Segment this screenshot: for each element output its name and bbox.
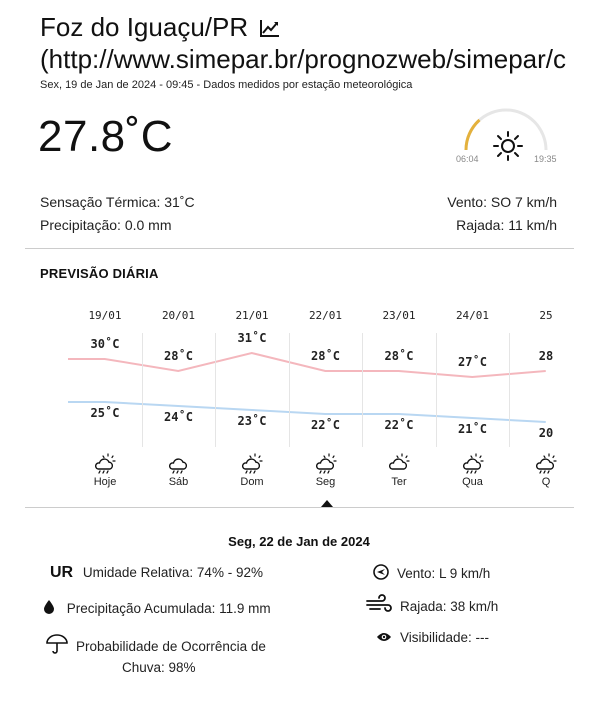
source-url[interactable]: (http://www.simepar.br/prognozweb/simepar/c — [40, 44, 566, 74]
forecast-date: 21/01 — [235, 309, 269, 322]
wind-gust-icon — [366, 596, 392, 614]
forecast-min-temp: 24˚C — [164, 410, 193, 424]
cloud-rain-icon — [142, 453, 216, 473]
forecast-day-name: Hoje — [93, 476, 117, 488]
forecast-max-temp: 31˚C — [237, 331, 267, 345]
current-wind: Vento: SO 7 km/h — [447, 194, 557, 210]
forecast-min-temp: 23˚C — [237, 414, 267, 428]
location-title — [40, 12, 281, 42]
detail-gust-value: Rajada: 38 km/h — [400, 599, 499, 614]
forecast-min-temp: 20 — [538, 426, 554, 440]
compass-icon — [373, 564, 389, 580]
location-name: Foz do Iguaçu/PR — [40, 12, 249, 42]
forecast-max-temp: 28˚C — [311, 349, 340, 363]
daily-forecast-strip[interactable] — [68, 300, 554, 500]
forecast-max-temp: 30˚C — [90, 337, 120, 351]
feels-like: Sensação Térmica: 31˚C — [40, 194, 195, 210]
column-divider — [215, 333, 216, 447]
forecast-day-name: Dom — [240, 476, 264, 488]
humidity-row — [50, 564, 263, 582]
sunset-time: 19:35 — [534, 154, 557, 164]
forecast-date: 24/01 — [455, 309, 490, 322]
selected-day-date: Seg, 22 de Jan de 2024 — [228, 534, 370, 549]
rain-sun-icon — [68, 453, 142, 473]
rain-sun-icon — [289, 453, 363, 473]
detail-gust-row — [366, 596, 498, 614]
umbrella-icon — [46, 634, 68, 654]
humidity-value: Umidade Relativa: 74% - 92% — [82, 565, 263, 580]
visibility-value: Visibilidade: --- — [400, 630, 490, 645]
forecast-date: 23/01 — [382, 309, 416, 322]
humidity-badge: UR — [50, 564, 74, 581]
forecast-date: 20/01 — [161, 309, 196, 322]
forecast-day-name: Sáb — [168, 476, 189, 488]
rain-sun-icon — [436, 453, 510, 473]
sun-icon — [492, 130, 524, 162]
visibility-row — [376, 630, 489, 645]
column-divider — [509, 333, 510, 447]
forecast-max-temp: 28˚C — [164, 349, 193, 363]
current-gust: Rajada: 11 km/h — [456, 217, 557, 233]
water-drop-icon — [43, 600, 55, 614]
forecast-max-temp: 27˚C — [458, 355, 487, 369]
column-divider — [362, 333, 363, 447]
forecast-min-temp: 22˚C — [384, 418, 414, 432]
precip-value: Precipitação Acumulada: 11.9 mm — [66, 601, 271, 616]
forecast-day-name: Seg — [315, 476, 336, 488]
column-divider — [436, 333, 437, 447]
forecast-min-temp: 25˚C — [90, 406, 120, 420]
partly-cloudy-icon — [362, 453, 436, 473]
rain-prob-line1: Probabilidade de Ocorrência de — [76, 639, 266, 654]
eye-icon — [376, 631, 392, 643]
rain-prob-line2: Chuva: 98% — [122, 660, 196, 675]
sun-progress-arc — [466, 120, 480, 150]
forecast-min-temp: 22˚C — [311, 418, 340, 432]
rain-sun-icon — [215, 453, 289, 473]
forecast-max-temp: 28 — [538, 349, 554, 363]
detail-wind-row — [373, 564, 490, 581]
forecast-date: 25 — [539, 309, 553, 322]
column-divider — [289, 333, 290, 447]
divider — [25, 507, 574, 508]
forecast-max-temp: 28˚C — [384, 349, 414, 363]
forecast-day-name: Qua — [462, 476, 483, 488]
forecast-date: 19/01 — [88, 309, 122, 322]
forecast-day-name: Q — [541, 476, 551, 488]
daily-forecast-heading: PREVISÃO DIÁRIA — [40, 266, 159, 281]
rain-sun-icon — [509, 453, 583, 473]
trend-chart-icon[interactable] — [259, 18, 281, 38]
current-precipitation: Precipitação: 0.0 mm — [40, 217, 172, 233]
precip-row — [43, 600, 271, 616]
sunrise-time: 06:04 — [456, 154, 479, 164]
selected-day-pointer — [321, 500, 333, 507]
measurement-subtitle: Sex, 19 de Jan de 2024 - 09:45 - Dados medidos por estação meteorológica — [40, 79, 413, 91]
detail-wind-value: Vento: L 9 km/h — [397, 566, 491, 581]
sun-gauge — [454, 104, 557, 168]
forecast-date: 22/01 — [308, 309, 343, 322]
current-temperature: 27.8˚C — [38, 112, 174, 161]
divider — [25, 248, 574, 249]
rain-prob-row — [46, 634, 266, 678]
column-divider — [142, 333, 143, 447]
forecast-min-temp: 21˚C — [458, 422, 487, 436]
forecast-day-name: Ter — [391, 476, 407, 488]
